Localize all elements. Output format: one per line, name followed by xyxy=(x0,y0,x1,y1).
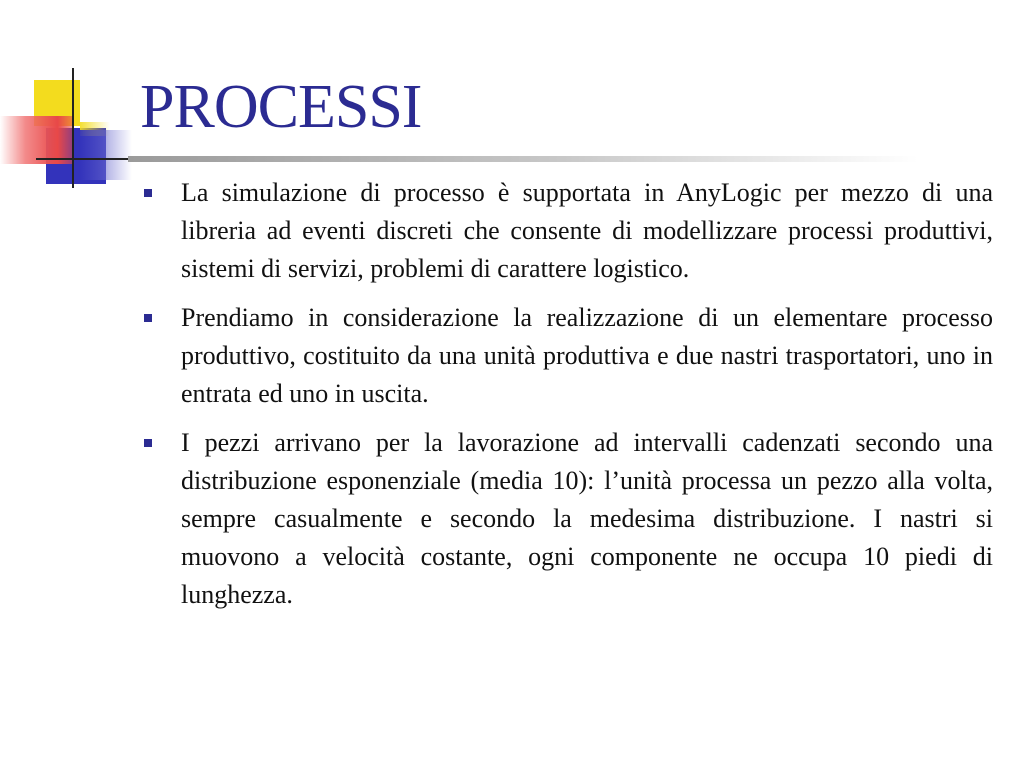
bullet-square-icon xyxy=(144,314,152,322)
red-square xyxy=(0,116,72,164)
bullet-square-icon xyxy=(144,189,152,197)
bullet-item xyxy=(140,174,993,288)
bullet-text: Prendiamo in considerazione la realizzazione di un elementare processo produttivo, costituito da una unità produttiva e due nastri trasportatori, uno in entrata ed uno in uscita. xyxy=(181,303,993,408)
blue-fade xyxy=(80,130,132,180)
bullet-item xyxy=(140,424,993,614)
bullet-text: I pezzi arrivano per la lavorazione ad intervalli cadenzati secondo una distribuzione esponenziale (media 10): l’unità processa un pezzo alla volta, sempre casualmente e secondo la medesima distribuzione. I nastri si muovono a velocità costante, ogni componente ne occupa 10 piedi di lunghezza. xyxy=(181,428,993,609)
bullet-item xyxy=(140,299,993,413)
logo-horizontal-line xyxy=(36,158,140,160)
bullet-square-icon xyxy=(144,439,152,447)
slide-title: PROCESSI xyxy=(140,73,422,141)
bullet-text: La simulazione di processo è supportata in AnyLogic per mezzo di una libreria ad eventi discreti che consente di modellizzare processi produttivi, sistemi di servizi, problemi di carattere logistico. xyxy=(181,178,993,283)
decorative-logo xyxy=(0,60,140,190)
title-underline xyxy=(128,156,918,162)
logo-vertical-line xyxy=(72,68,74,188)
bullet-list xyxy=(140,174,993,625)
